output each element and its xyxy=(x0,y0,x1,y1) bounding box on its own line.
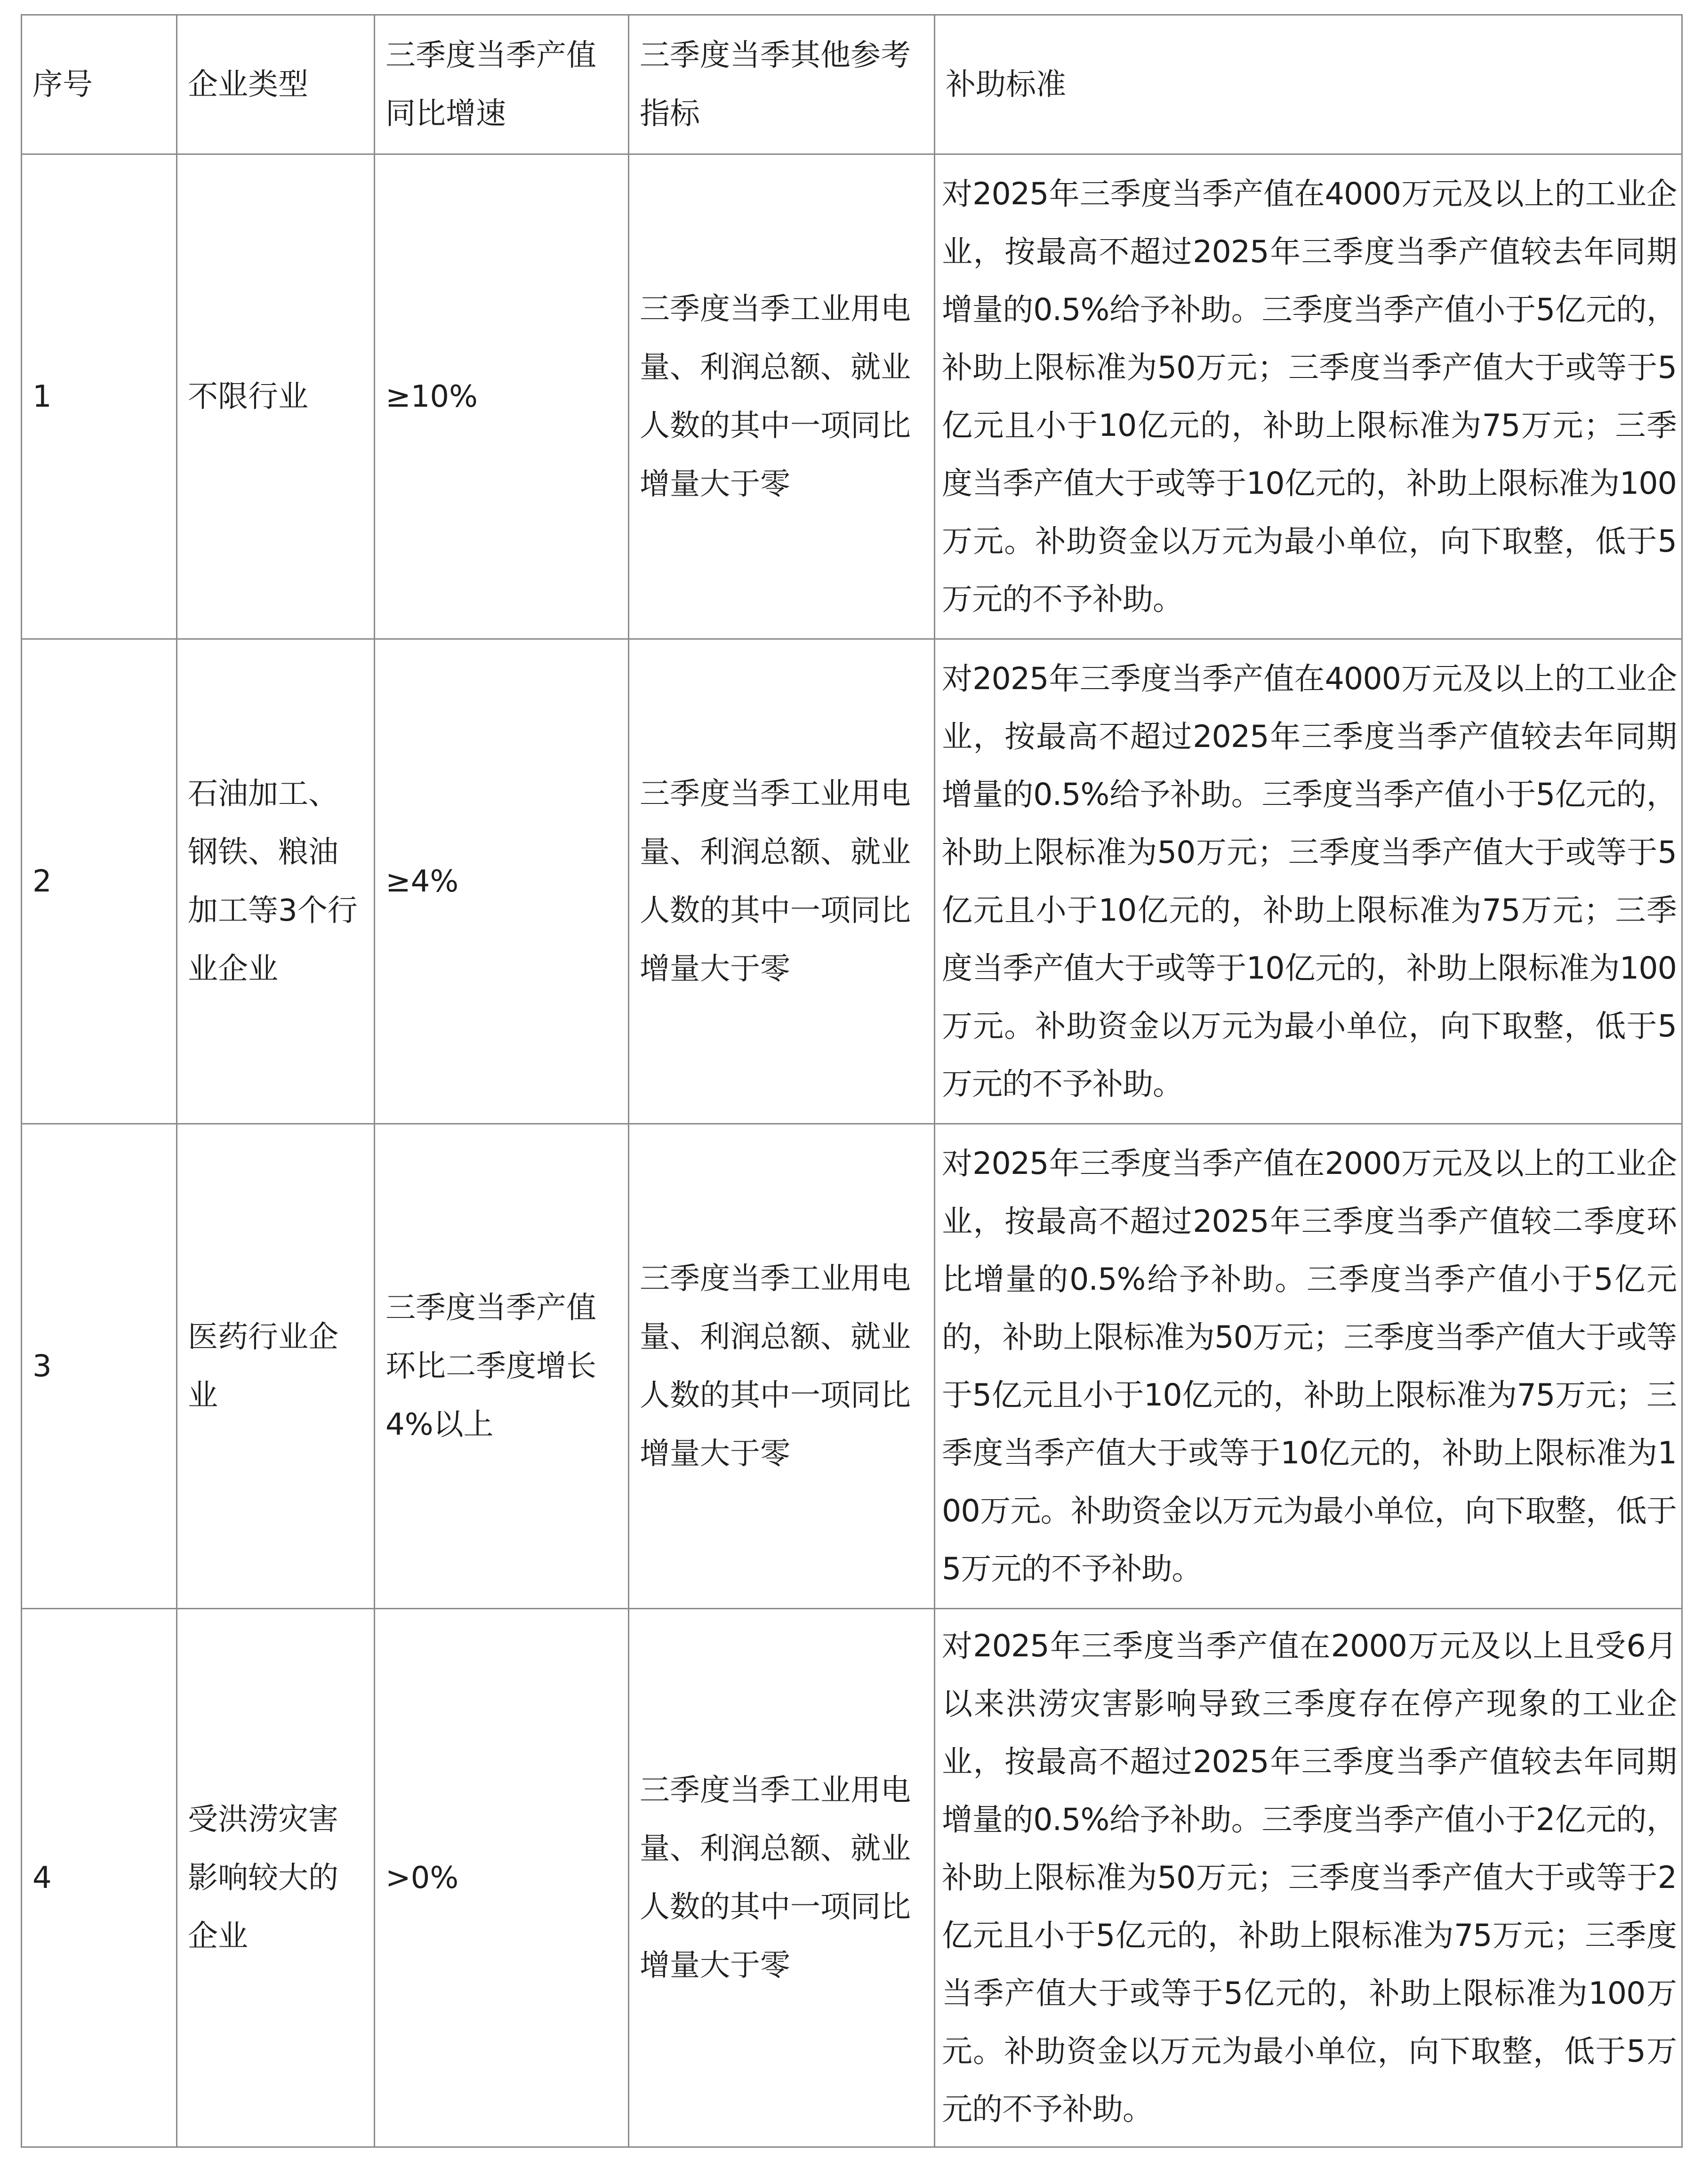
cell-other-indicators: 三季度当季工业用电量、利润总额、就业人数的其中一项同比增量大于零 xyxy=(629,154,935,639)
cell-yoy-growth: ≥4% xyxy=(375,639,629,1124)
cell-yoy-growth: ≥10% xyxy=(375,154,629,639)
cell-yoy-growth: >0% xyxy=(375,1609,629,2147)
cell-other-indicators: 三季度当季工业用电量、利润总额、就业人数的其中一项同比增量大于零 xyxy=(629,1609,935,2147)
header-subsidy-standard: 补助标准 xyxy=(935,15,1682,154)
header-yoy-growth: 三季度当季产值同比增速 xyxy=(375,15,629,154)
cell-subsidy-standard: 对2025年三季度当季产值在4000万元及以上的工业企业，按最高不超过2025年三季度当季产值较去年同期增量的0.5%给予补助。三季度当季产值小于5亿元的，补助上限标准为50万元；三季度当季产值大于或等于5亿元且小于10亿元的，补助上限标准为75万元；三季度当季产值大于或等于10亿元的，补助上限标准为100万元。补助资金以万元为最小单位，向下取整，低于5万元的不予补助。 xyxy=(935,154,1682,639)
cell-subsidy-standard: 对2025年三季度当季产值在2000万元及以上的工业企业，按最高不超过2025年三季度当季产值较二季度环比增量的0.5%给予补助。三季度当季产值小于5亿元的，补助上限标准为50万元；三季度当季产值大于或等于5亿元且小于10亿元的，补助上限标准为75万元；三季度当季产值大于或等于10亿元的，补助上限标准为100万元。补助资金以万元为最小单位，向下取整，低于5万元的不予补助。 xyxy=(935,1124,1682,1609)
cell-enterprise-type: 医药行业企业 xyxy=(177,1124,375,1609)
table-row xyxy=(22,154,1682,639)
header-enterprise-type: 企业类型 xyxy=(177,15,375,154)
cell-enterprise-type: 不限行业 xyxy=(177,154,375,639)
subsidy-table xyxy=(21,14,1683,2148)
cell-other-indicators: 三季度当季工业用电量、利润总额、就业人数的其中一项同比增量大于零 xyxy=(629,639,935,1124)
table-row xyxy=(22,1124,1682,1609)
table-header-row xyxy=(22,15,1682,154)
cell-subsidy-standard: 对2025年三季度当季产值在4000万元及以上的工业企业，按最高不超过2025年三季度当季产值较去年同期增量的0.5%给予补助。三季度当季产值小于5亿元的，补助上限标准为50万元；三季度当季产值大于或等于5亿元且小于10亿元的，补助上限标准为75万元；三季度当季产值大于或等于10亿元的，补助上限标准为100万元。补助资金以万元为最小单位，向下取整，低于5万元的不予补助。 xyxy=(935,639,1682,1124)
cell-no: 3 xyxy=(22,1124,177,1609)
cell-enterprise-type: 受洪涝灾害影响较大的企业 xyxy=(177,1609,375,2147)
header-other-indicators: 三季度当季其他参考指标 xyxy=(629,15,935,154)
table-row xyxy=(22,639,1682,1124)
cell-subsidy-standard: 对2025年三季度当季产值在2000万元及以上且受6月以来洪涝灾害影响导致三季度存在停产现象的工业企业，按最高不超过2025年三季度当季产值较去年同期增量的0.5%给予补助。三季度当季产值小于2亿元的，补助上限标准为50万元；三季度当季产值大于或等于2亿元且小于5亿元的，补助上限标准为75万元；三季度当季产值大于或等于5亿元的，补助上限标准为100万元。补助资金以万元为最小单位，向下取整，低于5万元的不予补助。 xyxy=(935,1609,1682,2147)
cell-enterprise-type: 石油加工、钢铁、粮油加工等3个行业企业 xyxy=(177,639,375,1124)
header-no: 序号 xyxy=(22,15,177,154)
cell-no: 4 xyxy=(22,1609,177,2147)
cell-no: 1 xyxy=(22,154,177,639)
table-row xyxy=(22,1609,1682,2147)
cell-other-indicators: 三季度当季工业用电量、利润总额、就业人数的其中一项同比增量大于零 xyxy=(629,1124,935,1609)
cell-yoy-growth: 三季度当季产值环比二季度增长4%以上 xyxy=(375,1124,629,1609)
cell-no: 2 xyxy=(22,639,177,1124)
